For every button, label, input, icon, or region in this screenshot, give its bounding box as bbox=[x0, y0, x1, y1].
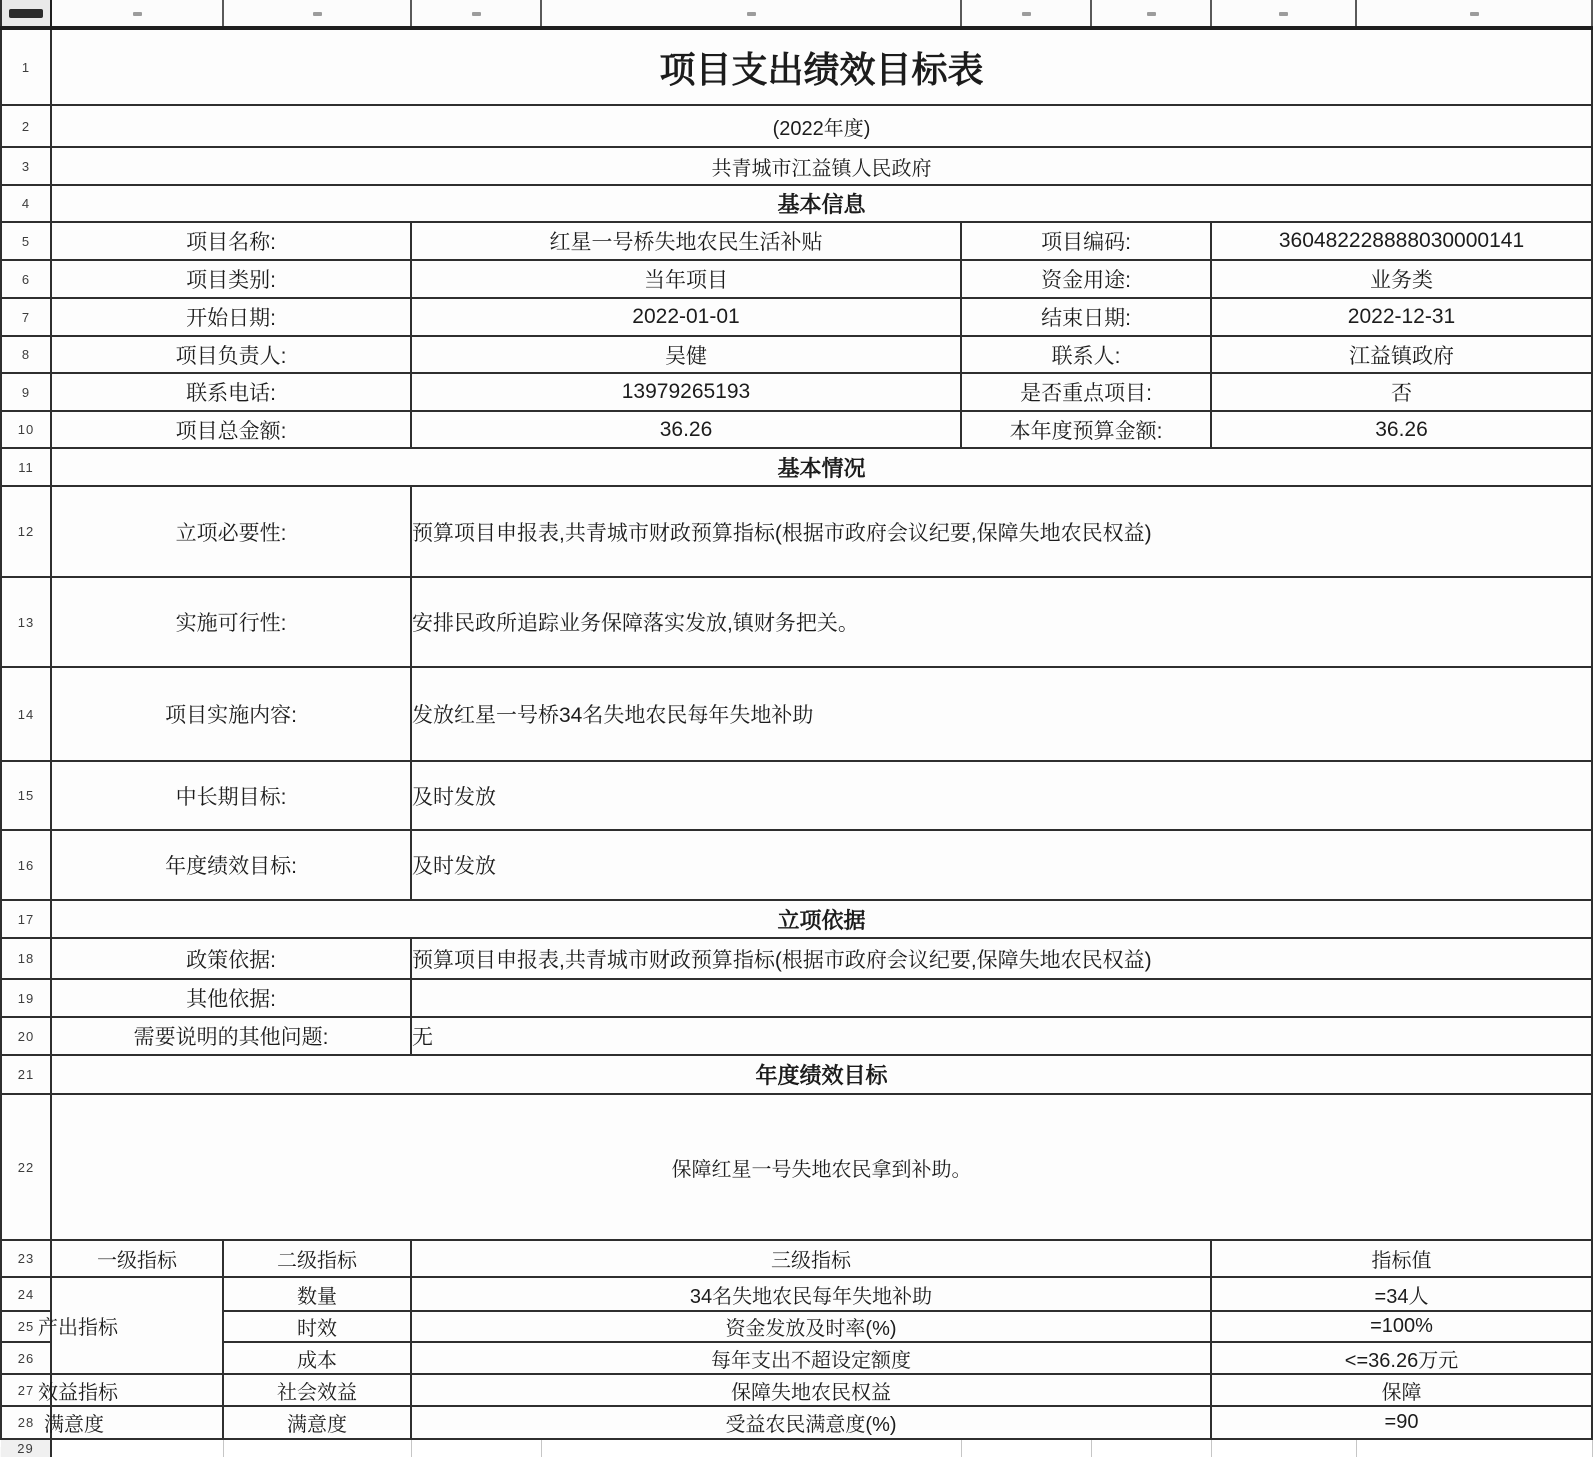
cell-output-indicator-group[interactable] bbox=[38, 1277, 223, 1374]
cell-end-date-label[interactable]: 结束日期: bbox=[961, 298, 1211, 336]
row-number-cell[interactable]: 19 bbox=[1, 979, 51, 1017]
cell-project-code-label[interactable]: 项目编码: bbox=[961, 222, 1211, 260]
clipped-cell bbox=[51, 0, 223, 28]
cell-key-project-value[interactable]: 否 bbox=[1211, 373, 1592, 411]
cell-phone-label[interactable]: 联系电话: bbox=[51, 373, 411, 411]
cell-annual-budget-value[interactable]: 36.26 bbox=[1211, 411, 1592, 448]
cell-timeliness-value[interactable]: =100% bbox=[1211, 1311, 1592, 1342]
section-project-basis: 立项依据 bbox=[51, 900, 1592, 938]
row-number-cell[interactable]: 9 bbox=[1, 373, 51, 411]
clipped-cell bbox=[1091, 1439, 1211, 1457]
cell-start-date-label[interactable]: 开始日期: bbox=[51, 298, 411, 336]
cell-social-benefit-indicator[interactable]: 保障失地农民权益 bbox=[411, 1374, 1211, 1406]
row-number-cell[interactable]: 1 bbox=[1, 28, 51, 105]
cell-policy-basis-content[interactable]: 预算项目申报表,共青城市财政预算指标(根据市政府会议纪要,保障失地农民权益) bbox=[411, 938, 1592, 979]
clipped-cell bbox=[961, 0, 1091, 28]
header-indicator-value: 指标值 bbox=[1211, 1240, 1592, 1277]
clipped-cell bbox=[223, 0, 411, 28]
row-number-cell[interactable]: 8 bbox=[1, 336, 51, 373]
cell-implementation-label[interactable]: 项目实施内容: bbox=[51, 667, 411, 761]
clipped-bottom-row bbox=[1, 1439, 1592, 1457]
cell-end-date-value[interactable]: 2022-12-31 bbox=[1211, 298, 1592, 336]
cell-project-category-label[interactable]: 项目类别: bbox=[51, 260, 411, 298]
cell-quantity-value[interactable]: =34人 bbox=[1211, 1277, 1592, 1311]
cell-cost-indicator[interactable]: 每年支出不超设定额度 bbox=[411, 1342, 1211, 1374]
row-number-cell[interactable]: 4 bbox=[1, 185, 51, 222]
clipped-cell bbox=[961, 1439, 1091, 1457]
cell-cost-label[interactable]: 成本 bbox=[223, 1342, 411, 1374]
row-number-cell[interactable]: 26 bbox=[1, 1342, 51, 1374]
clipped-cell bbox=[541, 1439, 961, 1457]
clipped-text-fragment bbox=[9, 9, 43, 18]
cell-policy-basis-label[interactable]: 政策依据: bbox=[51, 938, 411, 979]
clipped-text-fragment bbox=[1279, 12, 1288, 16]
cell-necessity-label[interactable]: 立项必要性: bbox=[51, 486, 411, 577]
clipped-cell bbox=[1356, 1439, 1592, 1457]
cell-cost-value[interactable]: <=36.26万元 bbox=[1211, 1342, 1592, 1374]
section-basic-situation: 基本情况 bbox=[51, 448, 1592, 486]
cell-timeliness-indicator[interactable]: 资金发放及时率(%) bbox=[411, 1311, 1211, 1342]
subtitle-year: (2022年度) bbox=[51, 105, 1592, 147]
cell-satisfaction-value[interactable]: =90 bbox=[1211, 1406, 1592, 1439]
clipped-cell bbox=[1356, 0, 1592, 28]
cell-key-project-label[interactable]: 是否重点项目: bbox=[961, 373, 1211, 411]
cell-implementation-content[interactable]: 发放红星一号桥34名失地农民每年失地补助 bbox=[411, 667, 1592, 761]
row-number-cell[interactable]: 10 bbox=[1, 411, 51, 448]
cell-contact-value[interactable]: 江益镇政府 bbox=[1211, 336, 1592, 373]
cell-other-basis-content[interactable] bbox=[411, 979, 1592, 1017]
cell-total-amount-value[interactable]: 36.26 bbox=[411, 411, 961, 448]
header-level3-indicator: 三级指标 bbox=[411, 1240, 1211, 1277]
cell-fund-use-value[interactable]: 业务类 bbox=[1211, 260, 1592, 298]
top-gutter-fragment bbox=[1, 0, 51, 28]
clipped-cell bbox=[541, 0, 961, 28]
header-level2-indicator: 二级指标 bbox=[223, 1240, 411, 1277]
row-number-cell[interactable]: 25 bbox=[1, 1311, 51, 1342]
row-number-cell[interactable]: 6 bbox=[1, 260, 51, 298]
header-level1-indicator: 一级指标 bbox=[51, 1240, 223, 1277]
cell-start-date-value[interactable]: 2022-01-01 bbox=[411, 298, 961, 336]
row-number-cell[interactable]: 3 bbox=[1, 147, 51, 185]
row-number-cell[interactable]: 21 bbox=[1, 1055, 51, 1094]
cell-quantity-indicator[interactable]: 34名失地农民每年失地补助 bbox=[411, 1277, 1211, 1311]
row-number-cell[interactable]: 22 bbox=[1, 1094, 51, 1240]
cell-project-name-label[interactable]: 项目名称: bbox=[51, 222, 411, 260]
cell-feasibility-label[interactable]: 实施可行性: bbox=[51, 577, 411, 667]
section-annual-performance-target: 年度绩效目标 bbox=[51, 1055, 1592, 1094]
cell-project-leader-label[interactable]: 项目负责人: bbox=[51, 336, 411, 373]
cell-timeliness-label[interactable]: 时效 bbox=[223, 1311, 411, 1342]
row-number-cell[interactable]: 16 bbox=[1, 830, 51, 900]
row-number-cell[interactable]: 7 bbox=[1, 298, 51, 336]
table-title: 项目支出绩效目标表 bbox=[51, 28, 1592, 105]
cell-satisfaction-label[interactable]: 满意度 bbox=[223, 1406, 411, 1439]
clipped-text-fragment bbox=[472, 12, 481, 16]
cell-other-issues-label[interactable]: 需要说明的其他问题: bbox=[51, 1017, 411, 1055]
cell-social-benefit-label[interactable]: 社会效益 bbox=[223, 1374, 411, 1406]
cell-satisfaction-indicator[interactable]: 受益农民满意度(%) bbox=[411, 1406, 1211, 1439]
cell-annual-goal-label[interactable]: 年度绩效目标: bbox=[51, 830, 411, 900]
row-number-cell[interactable]: 20 bbox=[1, 1017, 51, 1055]
row-number-cell[interactable]: 13 bbox=[1, 577, 51, 667]
clipped-cell bbox=[223, 1439, 411, 1457]
organization-name: 共青城市江益镇人民政府 bbox=[51, 147, 1592, 185]
cell-annual-goal-content[interactable]: 及时发放 bbox=[411, 830, 1592, 900]
cell-other-issues-content[interactable]: 无 bbox=[411, 1017, 1592, 1055]
cell-project-name-value[interactable]: 红星一号桥失地农民生活补贴 bbox=[411, 222, 961, 260]
benefit-group-label: 效益指标 bbox=[38, 1381, 118, 1404]
clipped-cell bbox=[51, 1439, 223, 1457]
cell-project-category-value[interactable]: 当年项目 bbox=[411, 260, 961, 298]
cell-project-code-value[interactable]: 360482228888030000141 bbox=[1211, 222, 1592, 260]
clipped-text-fragment bbox=[1147, 12, 1156, 16]
row-number-cell[interactable]: 15 bbox=[1, 761, 51, 830]
cell-total-amount-label[interactable]: 项目总金额: bbox=[51, 411, 411, 448]
output-group-label: 产出指标 bbox=[38, 1317, 118, 1339]
row-number-cell[interactable]: 18 bbox=[1, 938, 51, 979]
cell-satisfaction-indicator-group[interactable] bbox=[44, 1406, 223, 1439]
cell-other-basis-label[interactable]: 其他依据: bbox=[51, 979, 411, 1017]
row-number-cell[interactable]: 24 bbox=[1, 1277, 51, 1311]
clipped-cell bbox=[1091, 0, 1211, 28]
row-number-cell[interactable]: 2 bbox=[1, 105, 51, 147]
row-number-cell[interactable]: 14 bbox=[1, 667, 51, 761]
row-number-cell[interactable]: 5 bbox=[1, 222, 51, 260]
clipped-text-fragment bbox=[133, 12, 142, 16]
clipped-text-fragment bbox=[1470, 12, 1479, 16]
cell-feasibility-content[interactable]: 安排民政所追踪业务保障落实发放,镇财务把关。 bbox=[411, 577, 1592, 667]
cell-contact-label[interactable]: 联系人: bbox=[961, 336, 1211, 373]
cell-quantity-label[interactable]: 数量 bbox=[223, 1277, 411, 1311]
satisfaction-group-label: 满意度 bbox=[44, 1414, 104, 1436]
cell-longterm-goal-content[interactable]: 及时发放 bbox=[411, 761, 1592, 830]
row-number-cell[interactable]: 12 bbox=[1, 486, 51, 577]
cell-phone-value[interactable]: 13979265193 bbox=[411, 373, 961, 411]
row-number-cell[interactable]: 17 bbox=[1, 900, 51, 938]
clipped-cell bbox=[411, 0, 541, 28]
clipped-cell bbox=[1211, 0, 1356, 28]
cell-fund-use-label[interactable]: 资金用途: bbox=[961, 260, 1211, 298]
cell-social-benefit-value[interactable]: 保障 bbox=[1211, 1374, 1592, 1406]
cell-necessity-content[interactable]: 预算项目申报表,共青城市财政预算指标(根据市政府会议纪要,保障失地农民权益) bbox=[411, 486, 1592, 577]
section-basic-info: 基本信息 bbox=[51, 185, 1592, 222]
cell-project-leader-value[interactable]: 吴健 bbox=[411, 336, 961, 373]
clipped-cell bbox=[411, 1439, 541, 1457]
row-number-cell[interactable]: 29 bbox=[1, 1439, 51, 1457]
clipped-top-row bbox=[1, 0, 1592, 28]
row-number-cell[interactable]: 11 bbox=[1, 448, 51, 486]
row-number-cell[interactable]: 28 bbox=[1, 1406, 51, 1439]
cell-benefit-indicator-group[interactable] bbox=[38, 1374, 223, 1406]
clipped-text-fragment bbox=[1022, 12, 1031, 16]
cell-annual-budget-label[interactable]: 本年度预算金额: bbox=[961, 411, 1211, 448]
clipped-text-fragment bbox=[313, 12, 322, 16]
row-number-cell[interactable]: 27 bbox=[1, 1374, 51, 1406]
row-number-cell[interactable]: 23 bbox=[1, 1240, 51, 1277]
clipped-cell bbox=[1211, 1439, 1356, 1457]
cell-longterm-goal-label[interactable]: 中长期目标: bbox=[51, 761, 411, 830]
cell-annual-target-text[interactable]: 保障红星一号失地农民拿到补助。 bbox=[51, 1094, 1592, 1240]
clipped-text-fragment bbox=[747, 12, 756, 16]
